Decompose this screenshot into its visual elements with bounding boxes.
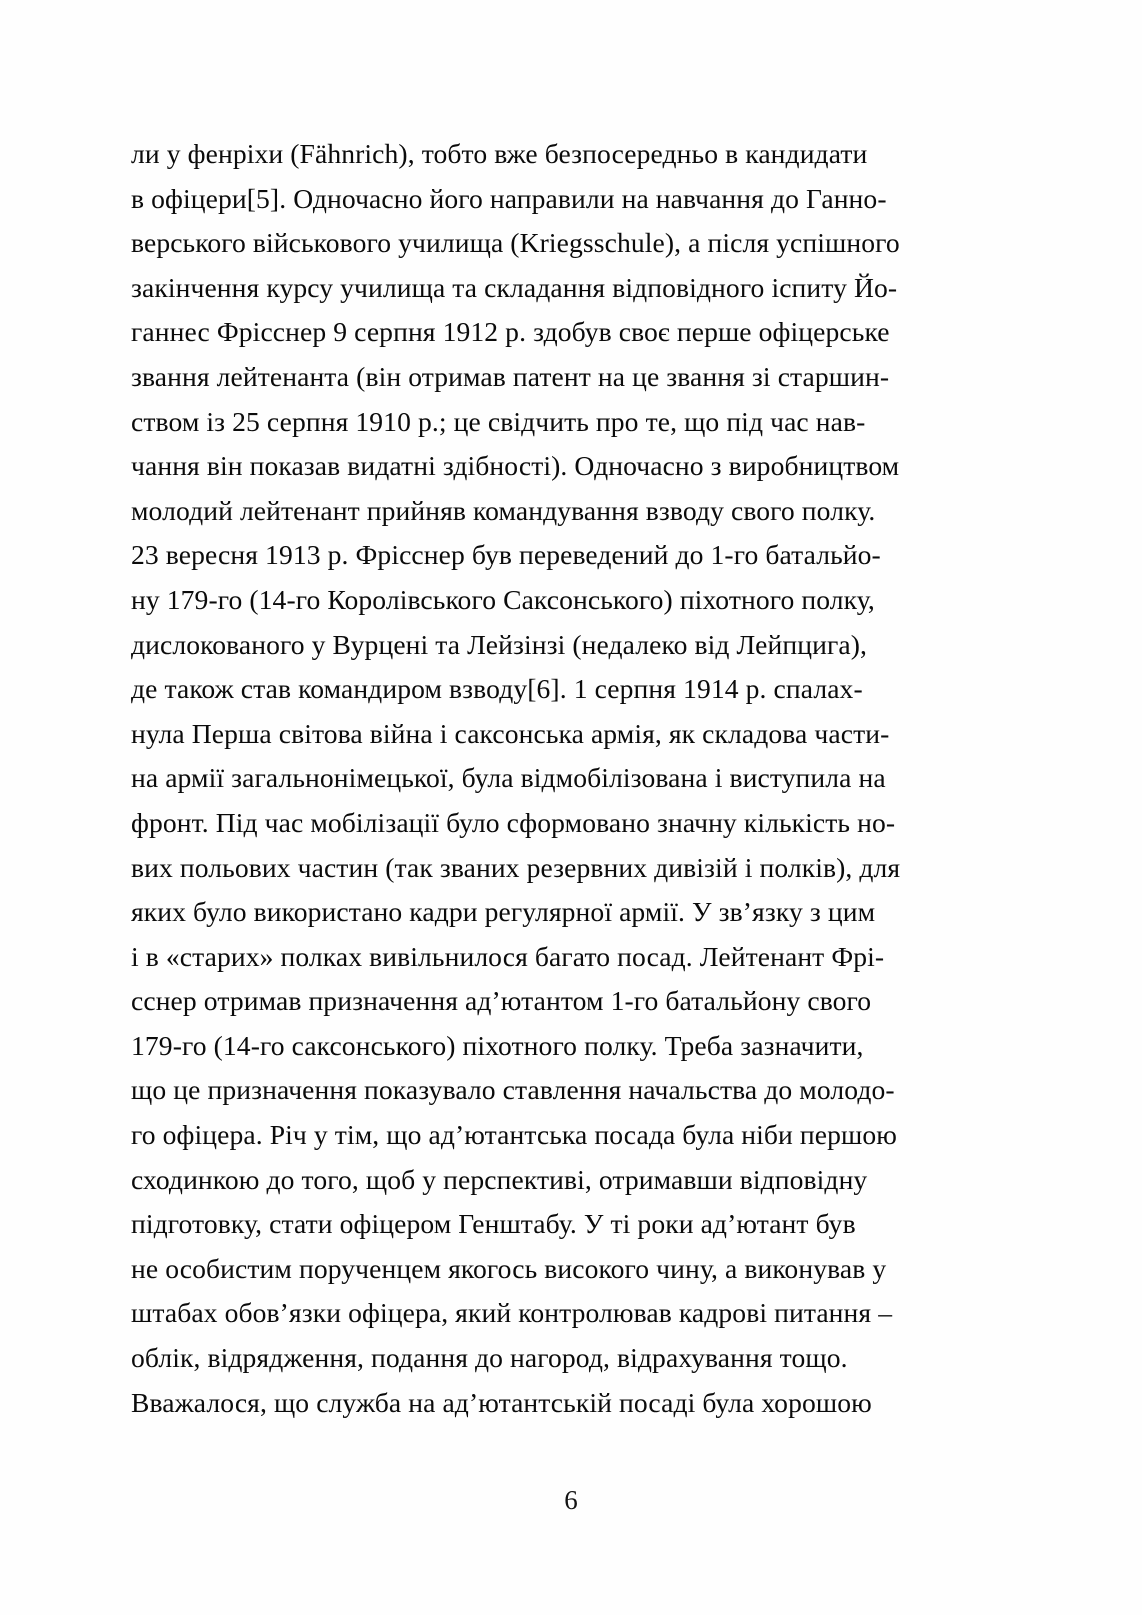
body-line: фронт. Під час мобілізації було сформовано значну кількість но- xyxy=(131,806,896,838)
body-line: нула Перша світова війна і саксонська армія, як складова части- xyxy=(131,717,890,749)
body-line: і в «старих» полках вивільнилося багато посад. Лейтенант Фрі- xyxy=(131,940,885,972)
body-line: верського військового училища (Kriegsschule), а після успішного xyxy=(131,227,900,259)
body-line: чання він показав видатні здібності). Одночасно з виробництвом xyxy=(131,450,900,482)
body-line: в офіцери[5]. Одночасно його направили на навчання до Ганно- xyxy=(131,182,887,214)
body-line: не особистим порученцем якогось високого чину, а виконував у xyxy=(131,1252,887,1284)
body-line: ганнес Фріccнер 9 серпня 1912 р. здобув своє перше офіцерське xyxy=(131,316,890,348)
body-line: Вважалося, що служба на ад’ютантській посаді була хорошою xyxy=(131,1386,872,1418)
body-line: штабах обов’язки офіцера, який контролював кадрові питання – xyxy=(131,1297,893,1329)
body-line: сходинкою до того, щоб у перспективі, отримавши відповідну xyxy=(131,1163,868,1195)
body-line: молодий лейтенант прийняв командування взводу свого полку. xyxy=(131,494,876,526)
body-line: що це призначення показувало ставлення начальства до молодо- xyxy=(131,1074,895,1106)
body-text-block xyxy=(131,132,1007,1425)
body-line: ством із 25 серпня 1910 р.; це свідчить про те, що під час нав- xyxy=(131,405,866,437)
body-line: ли у фенріхи (Fähnrich), тобто вже безпосередньо в кандидати xyxy=(131,138,868,169)
body-line: дислокованого у Вурцені та Лейзінзі (недалеко від Лейпцига), xyxy=(131,628,867,660)
body-line: ну 179-го (14-го Королівського Саксонського) піхотного полку, xyxy=(131,583,875,615)
body-line: вих польових частин (так званих резервних дивізій і полків), для xyxy=(131,851,901,883)
body-line: 23 вересня 1913 р. Фрісснер був переведений до 1-го батальйо- xyxy=(131,539,881,571)
body-line: де також став командиром взводу[6]. 1 серпня 1914 р. спалах- xyxy=(131,673,863,705)
body-line: яких було використано кадри регулярної армії. У зв’язку з цим xyxy=(131,896,876,928)
body-line: закінчення курсу училища та складання відповідного іспиту Йо- xyxy=(131,271,898,303)
body-line: облік, відрядження, подання до нагород, відрахування тощо. xyxy=(131,1342,848,1374)
body-line: підготовку, стати офіцером Генштабу. У ті роки ад’ютант був xyxy=(131,1208,856,1240)
body-line: го офіцера. Річ у тім, що ад’ютантська посада була ніби першою xyxy=(131,1119,897,1151)
body-line: ccнер отримав призначення ад’ютантом 1-го батальйону свого xyxy=(131,985,872,1017)
body-line: 179-го (14-го саксонського) піхотного полку. Треба зазначити, xyxy=(131,1029,864,1061)
page-number: 6 xyxy=(564,1485,578,1515)
body-line: звання лейтенанта (він отримав патент на це звання зі старшин- xyxy=(131,360,890,392)
body-line: на армії загальнонімецької, була відмобілізована і виступила на xyxy=(131,762,886,794)
